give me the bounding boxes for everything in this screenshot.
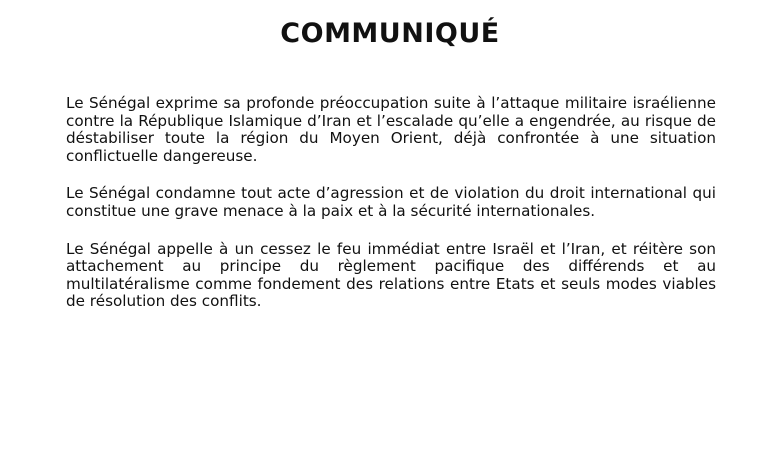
paragraph-condemnation: Le Sénégal condamne tout acte d’agression et de violation du droit international qui constitue une grave menace à la paix et à la sécurité internationales.	[66, 184, 716, 220]
paragraph-concern: Le Sénégal exprime sa profonde préoccupation suite à l’attaque militaire israélienne contre la République Islamique d’Iran et l’escalade qu’elle a engendrée, au risque de déstabiliser toute la région du Moyen Orient, déjà confrontée à une situation conflictuelle dangereuse.	[66, 94, 716, 165]
communique-title: COMMUNIQUÉ	[280, 18, 500, 49]
paragraph-ceasefire-call: Le Sénégal appelle à un cessez le feu immédiat entre Israël et l’Iran, et réitère son attachement au principe du règlement pacifique des différends et au multilatéralisme comme fondement des relations entre Etats et seuls modes viables de résolution des conflits.	[66, 239, 716, 311]
communique-body	[66, 95, 716, 311]
